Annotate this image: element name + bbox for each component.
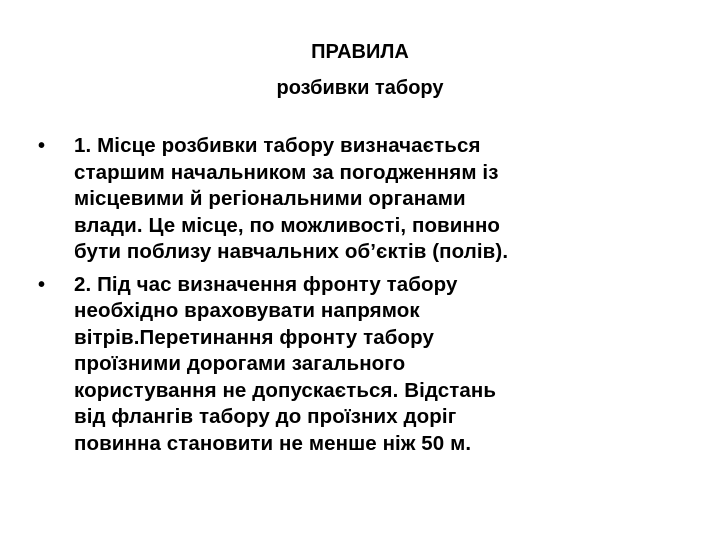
bullet-line: місцевими й регіональними органами [74, 187, 466, 210]
bullet-line: влади. Це місце, по можливості, повинно [74, 213, 501, 237]
bullet-line: старшим начальником за погодженням із [74, 160, 499, 184]
bullet-line: від флангів табору до проїзних доріг [74, 405, 457, 428]
bullet-line: 1. Місце розбивки табору визначається [74, 134, 481, 157]
bullet-line: бути поблизу навчальних об’єктів (полів). [74, 240, 509, 263]
bullet-line: користування не допускається. Відстань [74, 378, 497, 402]
bullet-list [38, 133, 678, 463]
bullet-line: повинна становити не менше ніж 50 м. [74, 431, 472, 455]
bullet-item-2 [38, 272, 678, 458]
slide-title [0, 34, 720, 106]
bullet-line: 2. Під час визначення фронту табору [74, 272, 458, 296]
bullet-icon: • [38, 273, 46, 296]
bullet-line: вітрів.Перетинання фронту табору [74, 325, 434, 349]
bullet-line: необхідно враховувати напрямок [74, 299, 420, 322]
bullet-line: проїзними дорогами загального [74, 352, 406, 375]
title-line-2: розбивки табору [276, 77, 444, 99]
bullet-icon: • [38, 135, 46, 157]
bullet-item-1 [38, 133, 678, 266]
title-line-1: ПРАВИЛА [311, 41, 409, 63]
